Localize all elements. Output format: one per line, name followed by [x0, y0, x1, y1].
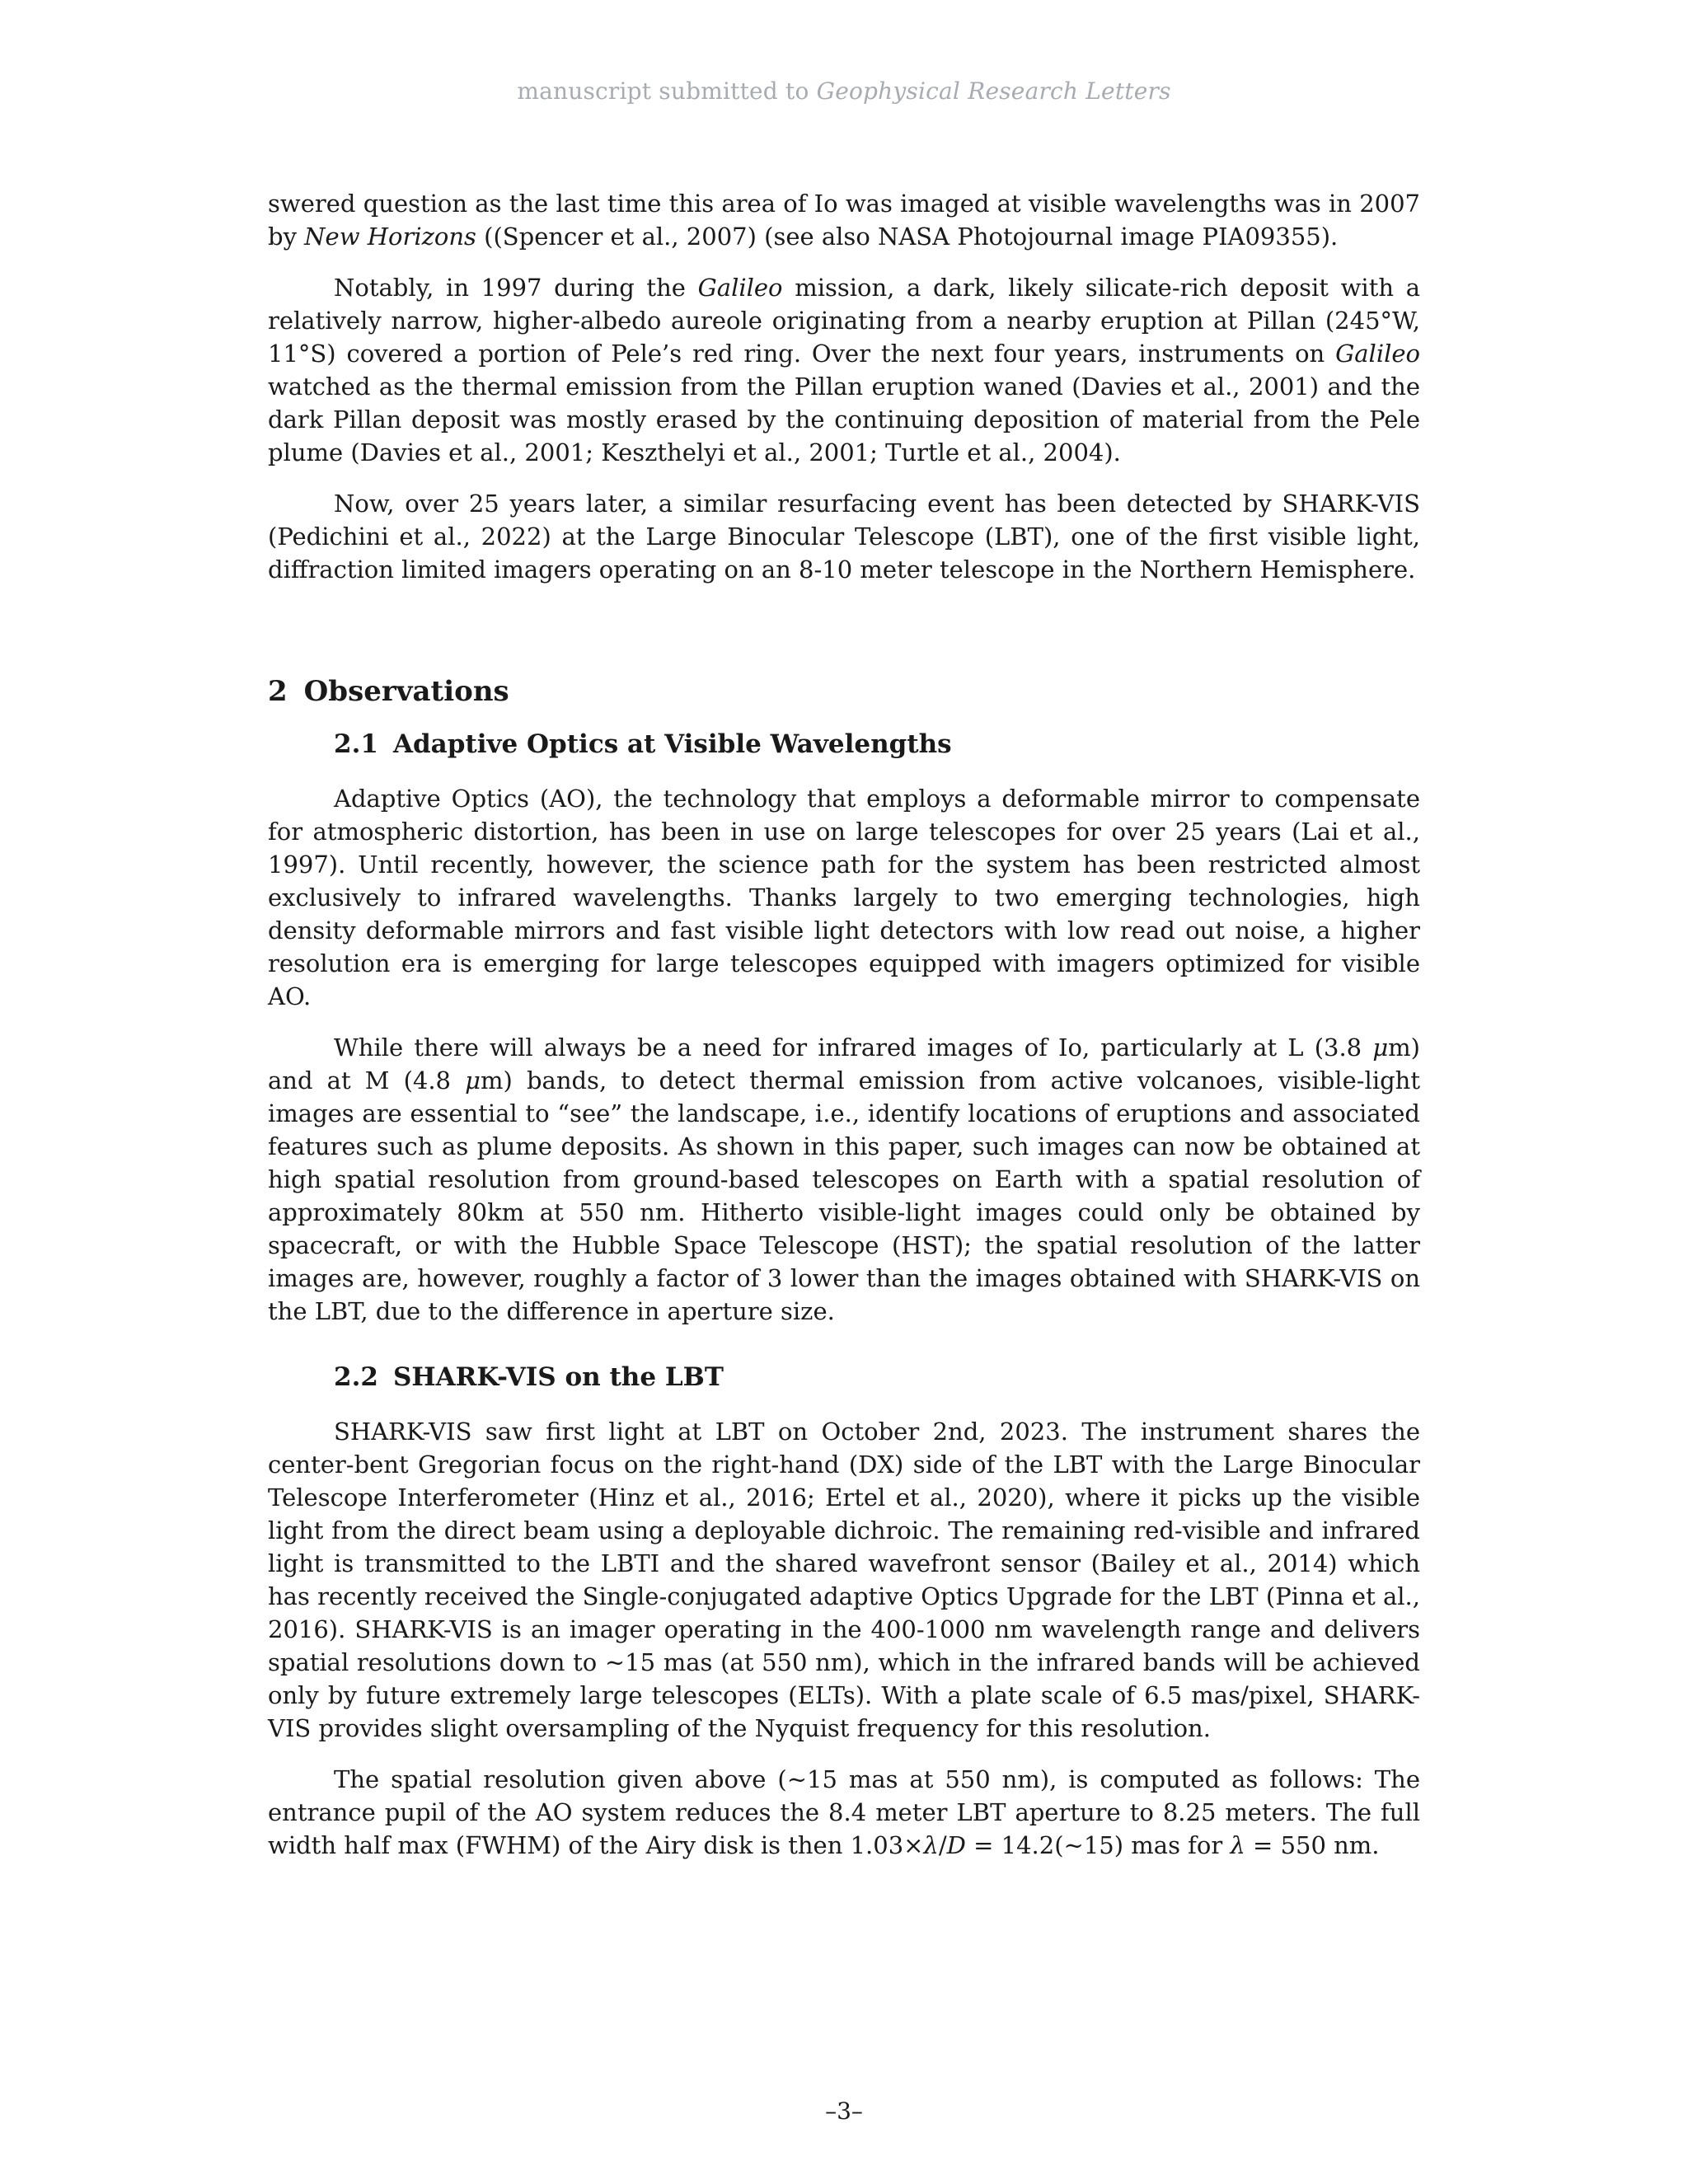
p5-text-b: m) and at M (4.8	[268, 1033, 1420, 1094]
paragraph-6: SHARK-VIS saw first light at LBT on October 2nd, 2023. The instrument shares the center-bent Gregorian focus on the right-hand (DX) side of the LBT with the Large Binocular Telescope Interferometer (Hinz et al., 2016; Ertel et al., 2020), where it picks up the visible light from the direct beam using a deployable dichroic. The remaining red-visible and infrared light is transmitted to the LBTI and the shared wavefront sensor (Bailey et al., 2014) which has recently received the Single-conjugated adaptive Optics Upgrade for the LBT (Pinna et al., 2016). SHARK-VIS is an imager operating in the 400-1000 nm wavelength range and delivers spatial resolutions down to ∼15 mas (at 550 nm), which in the infrared bands will be achieved only by future extremely large telescopes (ELTs). With a plate scale of 6.5 mas/pixel, SHARK-VIS provides slight oversampling of the Nyquist frequency for this resolution.	[268, 1418, 1420, 1742]
p7-lambda-2: λ	[1230, 1831, 1245, 1859]
paragraph-3: Now, over 25 years later, a similar resurfacing event has been detected by SHARK-VIS (Pedichini et al., 2022) at the Large Binocular Telescope (LBT), one of the first visible light, diffraction limited imagers operating on an 8-10 meter telescope in the Northern Hemisphere.	[268, 490, 1420, 583]
paragraph-1	[268, 187, 1420, 253]
p2-text-b: mission, a dark, likely silicate-rich deposit with a relatively narrow, higher-albedo aureole originating from a nearby eruption at Pillan (245°W, 11°S) covered a portion of Pele’s red ring. Over the next four years, instruments on	[268, 274, 1421, 368]
p2-galileo-2: Galileo	[1335, 340, 1420, 368]
main-content	[268, 187, 1420, 1880]
journal-name: Geophysical Research Letters	[816, 77, 1171, 105]
subsection-number: 2.1	[334, 729, 378, 759]
p2-galileo-1: Galileo	[697, 274, 783, 302]
subsection-title: Adaptive Optics at Visible Wavelengths	[392, 729, 952, 759]
subsection-heading-adaptive-optics	[334, 728, 1420, 761]
p7-text-a: The spatial resolution given above (∼15 mas at 550 nm), is computed as follows: The entrance pupil of the AO system reduces the 8.4 meter LBT aperture to 8.25 meters. The full width half max (FWHM) of the Airy disk is then 1.03×	[268, 1765, 1420, 1859]
p1-text-b: ((Spencer et al., 2007) (see also NASA Photojournal image PIA09355).	[476, 223, 1339, 251]
subsection-heading-shark-vis	[334, 1361, 1420, 1394]
section-number: 2	[268, 675, 288, 708]
p7-lambda-1: λ	[923, 1831, 939, 1859]
p7-slash: /	[938, 1831, 947, 1859]
p5-mu-1: μ	[1372, 1033, 1389, 1062]
p5-text-c: m) bands, to detect thermal emission from active volcanoes, visible-light images are essential to “see” the landscape, i.e., identify locations of eruptions and associated features such as plume deposits. As shown in this paper, such images can now be obtained at high spatial resolution from ground-based telescopes on Earth with a spatial resolution of approximately 80km at 550 nm. Hitherto visible-light images could only be obtained by spacecraft, or with the Hubble Space Telescope (HST); the spatial resolution of the latter images are, however, roughly a factor of 3 lower than the images obtained with SHARK-VIS on the LBT, due to the difference in aperture size.	[268, 1066, 1420, 1325]
p1-text-a: swered question as the last time this area of Io was imaged at visible wavelengths was in 2007 by	[268, 190, 1420, 251]
p2-text-c: watched as the thermal emission from the Pillan eruption waned (Davies et al., 2001) and the dark Pillan deposit was mostly erased by the continuing deposition of material from the Pele plume (Davies et al., 2001; Keszthelyi et al., 2001; Turtle et al., 2004).	[268, 373, 1420, 466]
p7-aperture-d: D	[946, 1831, 966, 1859]
paragraph-2	[268, 271, 1420, 469]
section-heading-observations	[268, 675, 1420, 708]
section-title: Observations	[303, 675, 509, 708]
page-number: –3–	[825, 2097, 863, 2125]
subsection-number: 2.2	[334, 1362, 378, 1392]
p7-text-c: = 550 nm.	[1245, 1831, 1380, 1859]
p1-new-horizons: New Horizons	[304, 223, 476, 251]
paragraph-4: Adaptive Optics (AO), the technology that employs a deformable mirror to compensate for atmospheric distortion, has been in use on large telescopes for over 25 years (Lai et al., 1997). Until recently, however, the science path for the system has been restricted almost exclusively to infrared wavelengths. Thanks largely to two emerging technologies, high density deformable mirrors and fast visible light detectors with low read out noise, a higher resolution era is emerging for large telescopes equipped with imagers optimized for visible AO.	[268, 785, 1420, 1010]
running-header	[0, 77, 1688, 105]
p7-text-b: = 14.2(∼15) mas for	[965, 1831, 1231, 1859]
header-prefix: manuscript submitted to	[517, 77, 817, 105]
paragraph-7	[268, 1763, 1420, 1862]
paragraph-5	[268, 1031, 1420, 1328]
subsection-title: SHARK-VIS on the LBT	[392, 1362, 724, 1392]
p5-mu-2: μ	[465, 1066, 481, 1094]
p2-text-a: Notably, in 1997 during the	[334, 274, 698, 302]
p5-text-a: While there will always be a need for infrared images of Io, particularly at L (3.8	[334, 1033, 1373, 1062]
